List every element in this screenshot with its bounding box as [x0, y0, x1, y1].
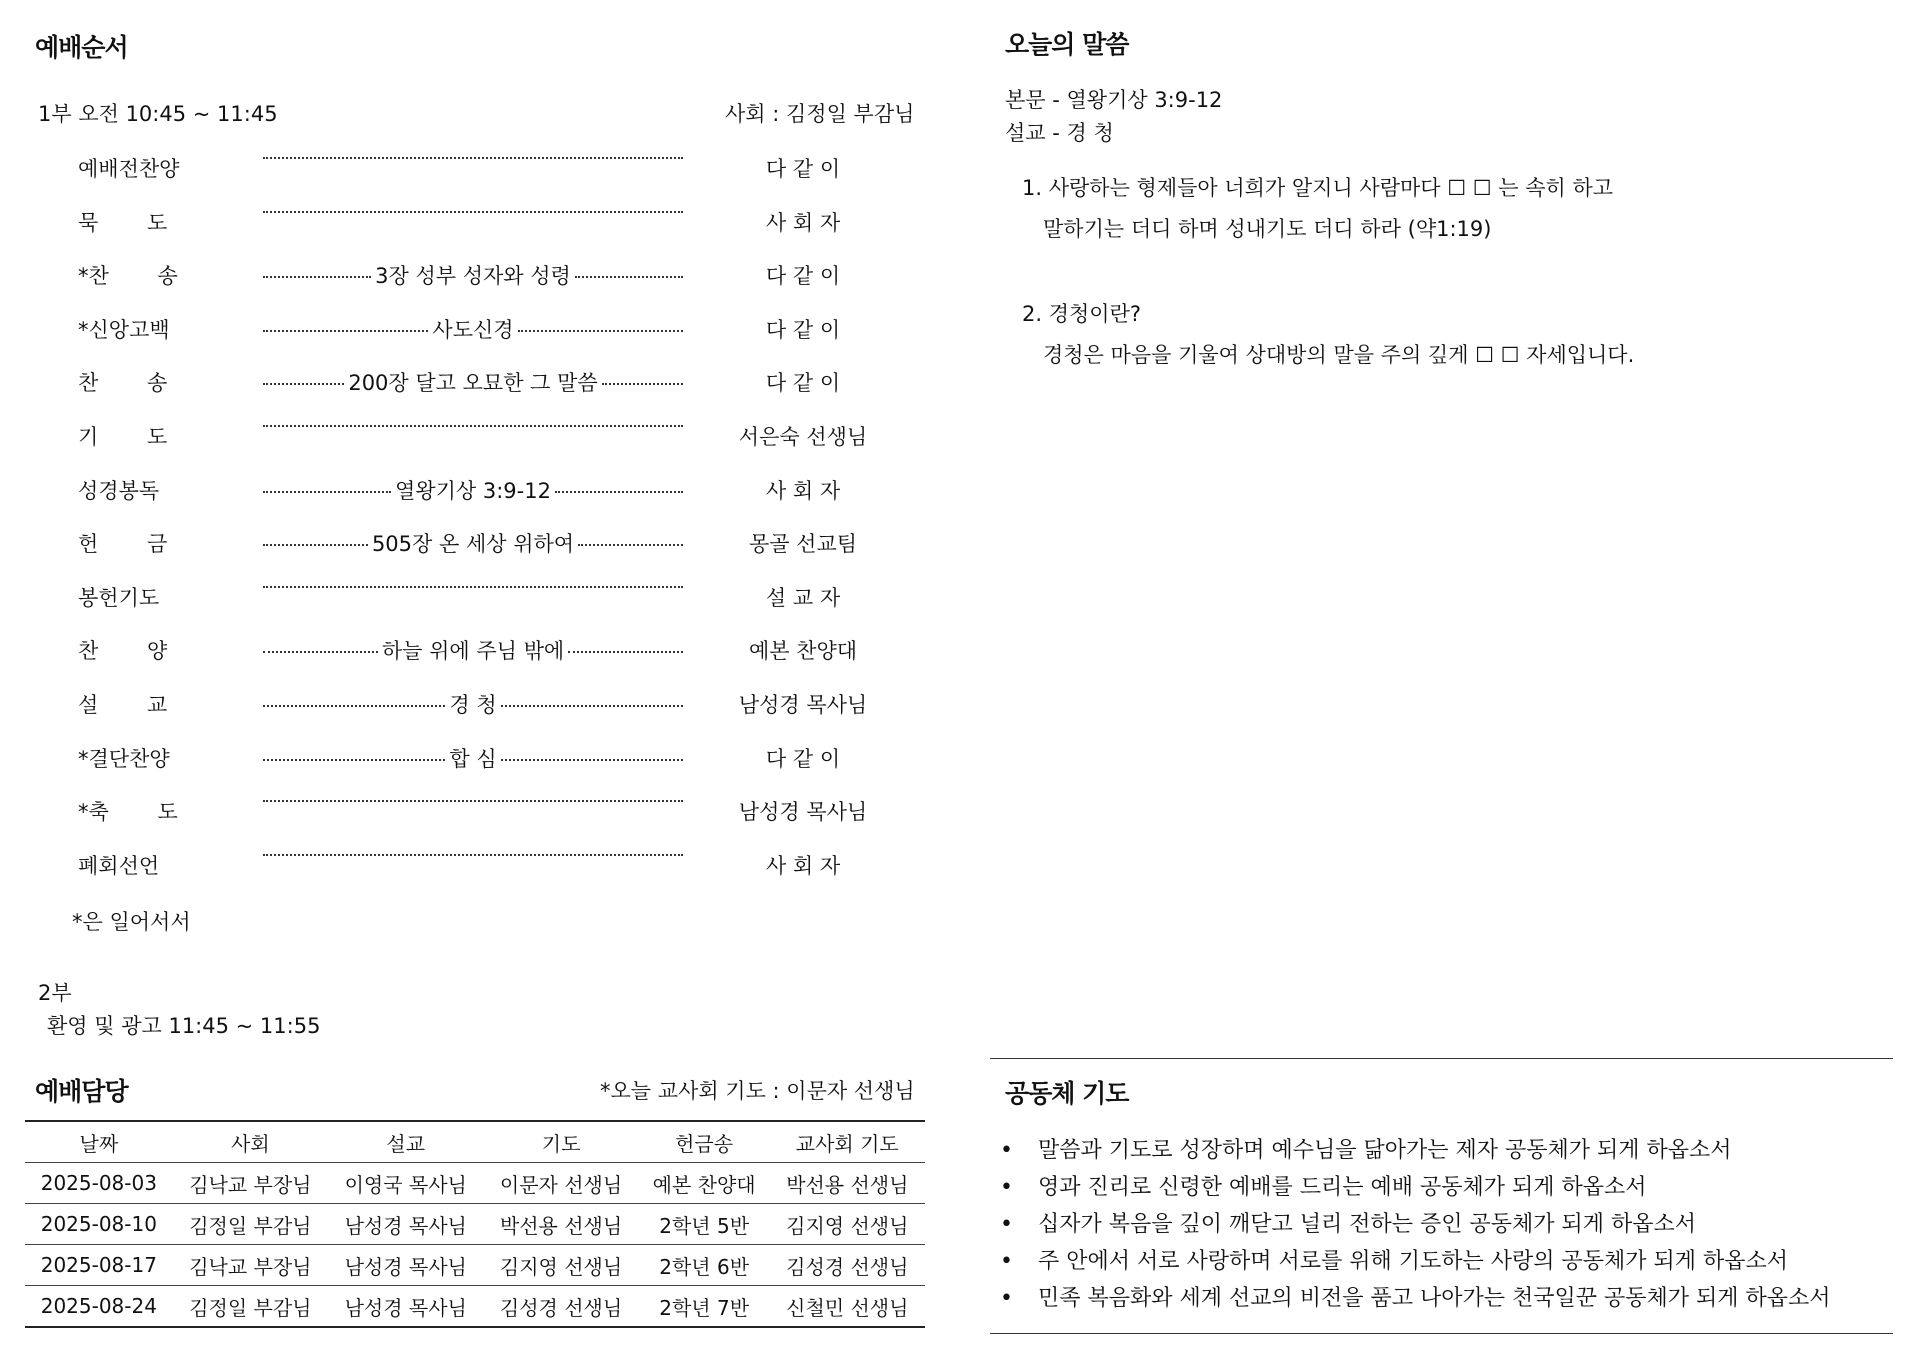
bullet-icon: • — [1000, 1138, 1013, 1163]
prayer-text: 십자가 복음을 깊이 깨닫고 널리 전하는 증인 공동체가 되게 하옵소서 — [1038, 1212, 1696, 1237]
prayer-text: 주 안에서 서로 사랑하며 서로를 위해 기도하는 사랑의 공동체가 되게 하옵소서 — [1038, 1249, 1788, 1274]
dot-line — [263, 651, 378, 653]
table-cell: 김성경 선생님 — [499, 1295, 623, 1320]
order-item-leader: 사 회 자 — [765, 478, 841, 503]
order-item-leader: 몽골 선교팀 — [748, 532, 858, 557]
order-item-label: 기 도 — [78, 425, 168, 449]
prayer-top-rule — [990, 1058, 1893, 1059]
order-row — [78, 743, 898, 773]
bullet-icon: • — [1000, 1286, 1013, 1311]
dotted-leader — [263, 367, 683, 397]
prayer-list — [1000, 1132, 1831, 1317]
dot-line — [263, 854, 683, 856]
dot-line — [263, 491, 391, 493]
point2-line2: 경청은 마음을 기울여 상대방의 말을 주의 깊게 ☐ ☐ 자세입니다. — [1043, 343, 1635, 367]
table-header-row — [25, 1121, 925, 1163]
table-cell: 김지영 선생님 — [499, 1254, 623, 1279]
dot-line — [263, 705, 445, 707]
part2-detail: 환영 및 광고 11:45 ~ 11:55 — [47, 1014, 321, 1038]
order-title: 예배순서 — [35, 33, 128, 62]
prayer-text: 말씀과 기도로 성장하며 예수님을 닮아가는 제자 공동체가 되게 하옵소서 — [1038, 1138, 1732, 1163]
dot-line — [263, 586, 683, 588]
order-item-content: 3장 성부 성자와 성령 — [375, 264, 571, 289]
column-header: 교사회 기도 — [795, 1131, 899, 1156]
column-header: 설교 — [386, 1131, 426, 1156]
table-row — [25, 1286, 925, 1328]
dot-line — [263, 800, 683, 802]
order-item-leader: 남성경 목사님 — [738, 800, 868, 825]
dot-line — [602, 383, 683, 385]
order-item-label: 헌 금 — [78, 532, 168, 557]
table-cell: 신철민 선생님 — [786, 1295, 909, 1320]
dot-line — [263, 544, 368, 546]
order-row — [78, 796, 898, 826]
order-row — [78, 635, 898, 665]
table-cell: 박선용 선생님 — [786, 1172, 909, 1197]
dot-line — [578, 544, 683, 546]
dotted-leader — [263, 689, 683, 719]
standing-note: *은 일어서서 — [72, 910, 191, 934]
order-item-leader: 서은숙 선생님 — [738, 425, 868, 449]
dot-line — [263, 330, 428, 332]
order-item-label: 폐회선언 — [78, 853, 160, 878]
table-cell: 2학년 7반 — [659, 1295, 750, 1320]
bullet-icon: • — [1000, 1212, 1013, 1237]
order-item-leader: 다 같 이 — [765, 157, 841, 181]
dot-line — [501, 705, 683, 707]
sermon-text: 설교 - 경 청 — [1005, 121, 1114, 145]
dotted-leader — [263, 153, 683, 159]
dot-line — [501, 759, 683, 761]
order-item-leader: 다 같 이 — [765, 746, 841, 771]
staff-table — [25, 1120, 925, 1328]
prayer-item — [1000, 1206, 1831, 1243]
order-item-leader: 남성경 목사님 — [738, 693, 868, 717]
column-header: 사회 — [231, 1131, 270, 1156]
order-row — [78, 314, 898, 344]
order-item-leader: 설 교 자 — [765, 585, 841, 610]
table-row — [25, 1204, 925, 1245]
order-item-label: *축 도 — [78, 800, 178, 825]
order-item-leader: 사 회 자 — [765, 853, 841, 878]
staff-note: *오늘 교사회 기도 : 이문자 선생님 — [600, 1079, 915, 1103]
order-item-leader: 다 같 이 — [765, 371, 841, 396]
dot-line — [575, 276, 683, 278]
order-row — [78, 260, 898, 290]
staff-title: 예배담당 — [35, 1077, 128, 1106]
dot-line — [263, 157, 683, 159]
word-title: 오늘의 말씀 — [1005, 30, 1129, 59]
order-row — [78, 689, 898, 719]
order-row — [78, 367, 898, 397]
dotted-leader — [263, 850, 683, 856]
order-item-label: 설 교 — [78, 693, 168, 717]
table-cell: 남성경 목사님 — [344, 1213, 467, 1238]
order-item-label: 성경봉독 — [78, 478, 160, 503]
dotted-leader — [263, 796, 683, 802]
order-item-content: 합 심 — [449, 746, 497, 771]
order-item-label: 봉헌기도 — [78, 585, 160, 610]
dotted-leader — [263, 207, 683, 213]
prayer-title: 공동체 기도 — [1005, 1079, 1129, 1108]
order-item-label: *찬 송 — [78, 264, 178, 289]
order-item-leader: 사 회 자 — [765, 210, 841, 235]
dot-line — [263, 759, 445, 761]
dotted-leader — [263, 582, 683, 588]
scripture-text: 본문 - 열왕기상 3:9-12 — [1005, 88, 1223, 112]
table-cell: 김정일 부감님 — [189, 1295, 312, 1320]
order-item-label: 묵 도 — [78, 210, 168, 235]
dot-line — [263, 425, 683, 427]
host-info: 사회 : 김정일 부감님 — [725, 102, 915, 126]
order-row — [78, 421, 898, 451]
order-item-content: 200장 달고 오묘한 그 말씀 — [348, 371, 598, 396]
part1-heading: 1부 오전 10:45 ~ 11:45 — [38, 102, 278, 126]
bullet-icon: • — [1000, 1175, 1013, 1200]
table-cell: 남성경 목사님 — [344, 1295, 467, 1320]
dot-line — [568, 651, 683, 653]
dot-line — [263, 383, 344, 385]
table-cell: 2025-08-10 — [40, 1212, 157, 1236]
order-item-label: 찬 양 — [78, 639, 168, 664]
order-item-label: *신앙고백 — [78, 317, 170, 342]
prayer-bottom-rule — [990, 1333, 1893, 1334]
table-cell: 김정일 부감님 — [189, 1213, 312, 1238]
table-cell: 2025-08-03 — [40, 1171, 157, 1195]
order-item-leader: 다 같 이 — [765, 317, 841, 342]
order-item-content: 505장 온 세상 위하여 — [371, 532, 575, 557]
order-row — [78, 207, 898, 237]
table-cell: 2025-08-17 — [40, 1253, 157, 1277]
dot-line — [263, 211, 683, 213]
prayer-item — [1000, 1169, 1831, 1206]
prayer-item — [1000, 1132, 1831, 1169]
table-cell: 김낙교 부장님 — [189, 1172, 312, 1197]
point1-line1: 1. 사랑하는 형제들아 너희가 알지니 사람마다 ☐ ☐ 는 속히 하고 — [1022, 176, 1614, 200]
dotted-leader — [263, 475, 683, 505]
table-cell: 박선용 선생님 — [499, 1213, 623, 1238]
dotted-leader — [263, 528, 683, 558]
prayer-text: 민족 복음화와 세계 선교의 비전을 품고 나아가는 천국일꾼 공동체가 되게 하옵소서 — [1038, 1286, 1831, 1311]
table-cell: 김낙교 부장님 — [189, 1254, 312, 1279]
dotted-leader — [263, 314, 683, 344]
order-item-label: 예배전찬양 — [78, 157, 180, 181]
dot-line — [555, 491, 683, 493]
table-cell: 남성경 목사님 — [344, 1254, 467, 1279]
order-item-label: *결단찬양 — [78, 746, 170, 771]
table-cell: 2학년 6반 — [659, 1254, 750, 1279]
order-item-leader: 예본 찬양대 — [748, 639, 858, 664]
order-row — [78, 582, 898, 612]
prayer-item — [1000, 1243, 1831, 1280]
table-cell: 2학년 5반 — [659, 1213, 750, 1238]
order-row — [78, 850, 898, 880]
dotted-leader — [263, 743, 683, 773]
dot-line — [518, 330, 683, 332]
order-item-content: 열왕기상 3:9-12 — [395, 478, 551, 503]
bullet-icon: • — [1000, 1249, 1013, 1274]
prayer-item — [1000, 1280, 1831, 1317]
point1-line2: 말하기는 더디 하며 성내기도 더디 하라 (약1:19) — [1043, 217, 1492, 241]
order-item-content: 하늘 위에 주님 밖에 — [381, 639, 565, 664]
order-row — [78, 475, 898, 505]
order-item-content: 사도신경 — [432, 317, 514, 342]
table-row — [25, 1163, 925, 1204]
order-item-content: 경 청 — [449, 693, 497, 717]
order-row — [78, 153, 898, 183]
table-cell: 김성경 선생님 — [786, 1254, 909, 1279]
column-header: 기도 — [541, 1131, 581, 1156]
order-item-label: 찬 송 — [78, 371, 168, 396]
column-header: 날짜 — [79, 1131, 119, 1156]
column-header: 헌금송 — [675, 1131, 734, 1156]
table-cell: 이영국 목사님 — [344, 1172, 467, 1197]
dotted-leader — [263, 421, 683, 427]
order-row — [78, 528, 898, 558]
part2-heading: 2부 — [38, 981, 72, 1005]
order-item-leader: 다 같 이 — [765, 264, 841, 289]
table-cell: 예본 찬양대 — [652, 1172, 756, 1197]
table-cell: 이문자 선생님 — [499, 1172, 623, 1197]
dot-line — [263, 276, 371, 278]
table-cell: 2025-08-24 — [40, 1294, 157, 1318]
point2-line1: 2. 경청이란? — [1022, 302, 1142, 326]
dotted-leader — [263, 260, 683, 290]
table-row — [25, 1245, 925, 1286]
table-cell: 김지영 선생님 — [786, 1213, 909, 1238]
dotted-leader — [263, 635, 683, 665]
prayer-text: 영과 진리로 신령한 예배를 드리는 예배 공동체가 되게 하옵소서 — [1038, 1175, 1647, 1200]
